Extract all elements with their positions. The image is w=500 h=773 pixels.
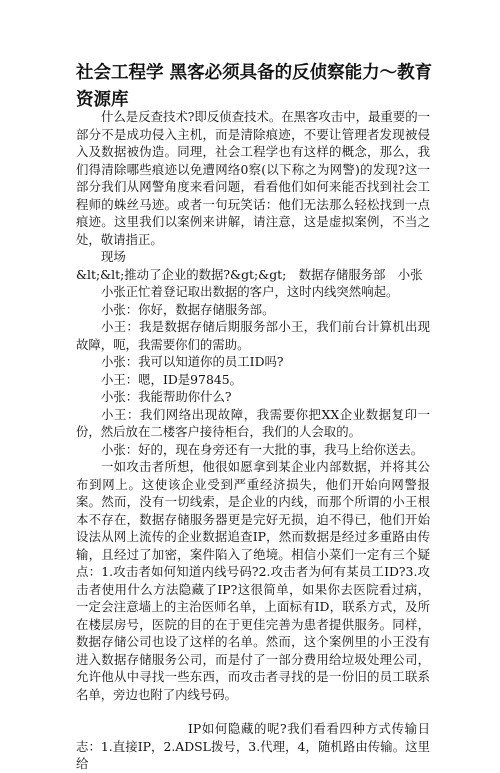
paragraph-dialogue: 小张：我能帮助你什么? — [101, 389, 232, 404]
paragraph-dialogue: 小王：我是数据存储后期服务部小王，我们前台计算机出现故障，呃，我需要你们的需助。 — [76, 319, 430, 352]
paragraph-dialogue: 小张：你好，数据存储服务部。 — [101, 301, 275, 317]
document-title: 社会工程学 黑客必须具备的反侦察能力～教育资源库 — [76, 63, 433, 110]
paragraph-analysis: 一如攻击者所想，他很如愿拿到某企业内部数据，并将其公布到网上。这使该企业受到严重经济损失，他们开始向网警报案。然而，没有一切线索，是企业的内线，而那个所谓的小王根本不存在，数据存储服务器更是完好无损，迫不得已，他们开始设法从网上流传的企业数据追查IP，然而数据是经过多重路由传输，且经过了加密，案件陷入了绝境。相信小菜们一定有三个疑点：1.攻击者如何知道内线号码?2.攻击者为何有某员工ID?3.攻击者使用什么方法隐藏了IP?这很简单，如果你去医院看过病，一定会注意墙上的主治医师名单，上面标有ID，联系方式，及所在楼层房号，医院的目的在于更佳完善为患者提供服务。同样，数据存储公司也设了这样的名单。然而，这个案例里的小王没有进入数据存储服务公司，而是付了一部分费用给垃圾处理公司，允许他从中寻找一些东西，而攻击者寻找的是一份旧的员工联系名单，旁边也附了内线号码。 — [76, 459, 430, 702]
paragraph-spacer — [76, 703, 430, 720]
paragraph-intro: 什么是反查技术?即反侦查技术。在黑客攻击中，最重要的一部分不是成功侵入主机，而是清除痕迹，不要让管理者发现被侵入及数据被伪造。同理，社会工程学也有这样的概念，那么，我们得清除哪些痕迹以免遭网络0察(以下称之为网警)的发现?这一部分我们从网警角度来看问题，看看他们如何来能否找到社会工程师的蛛丝马迹。或者一句玩笑话：他们无法那么轻松找到一点痕迹。这里我们以案例来讲解，请注意，这是虚拟案例，不当之处，敬请指正。 — [76, 109, 430, 247]
paragraph-ip-methods: IP如何隐藏的呢?我们看看四种方式传输日志：1.直接IP，2.ADSL拨号，3.代理，4，随机路由传输。这里给 — [76, 721, 430, 771]
paragraph-dialogue: 小王：嗯，ID是97845。 — [101, 371, 242, 387]
document-body — [76, 108, 430, 773]
paragraph-scene-label: 现场 — [101, 249, 126, 264]
paragraph-dialogue: 小张：好的，现在身旁还有一大批的事，我马上给你送去。 — [101, 441, 424, 457]
paragraph-dialogue: 小王：我们网络出现故障，我需要你把XX企业数据复印一份，然后放在二楼客户接待柜台，我们的人会取的。 — [76, 406, 430, 439]
paragraph-dialogue: 小张正忙着登记取出数据的客户，这时内线突然响起。 — [101, 284, 399, 299]
paragraph-scene-heading: &lt;&lt;推动了企业的数据?&gt;&gt; 数据存储服务部 小张 — [76, 266, 423, 282]
paragraph-dialogue: 小张：我可以知道你的员工ID吗? — [101, 354, 284, 369]
